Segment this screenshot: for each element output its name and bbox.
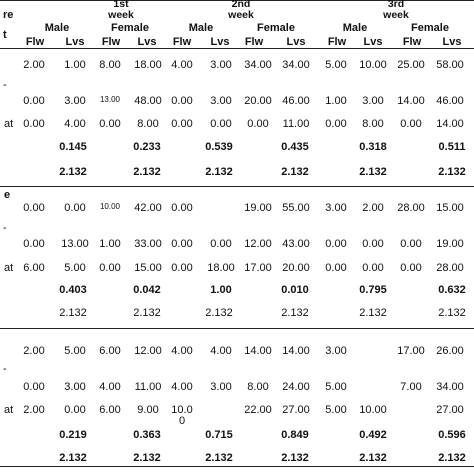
table-cell: 0.00 <box>171 202 193 214</box>
week-3-line2: week <box>383 9 409 21</box>
flw-header: Flw <box>402 36 422 48</box>
critical-value: 2.132 <box>59 307 87 319</box>
table-cell: 4.00 <box>171 345 193 357</box>
table-cell: 5.00 <box>325 381 347 393</box>
table-cell: 1.00 <box>64 59 86 71</box>
table-cell: 0.00 <box>171 262 193 274</box>
table-cell: 11.00 <box>282 118 310 130</box>
lvs-header: Lvs <box>65 36 85 48</box>
critical-value: 2.132 <box>359 307 387 319</box>
female-header-week-1: Female <box>111 22 149 34</box>
week-1-line1: 1st <box>113 0 129 10</box>
table-cell: 3.00 <box>362 95 384 107</box>
table-cell: 14.00 <box>397 95 425 107</box>
table-cell: 9.00 <box>137 404 159 416</box>
table-cell: 25.00 <box>397 59 425 71</box>
p-value: 0.042 <box>133 284 161 296</box>
table-cell: 6.00 <box>99 345 121 357</box>
table-cell: 0.00 <box>400 118 422 130</box>
table-cell: 55.00 <box>282 202 310 214</box>
lvs-header: Lvs <box>137 36 157 48</box>
table-cell: 33.00 <box>134 238 162 250</box>
table-cell: 24.00 <box>282 381 310 393</box>
table-cell: 14.00 <box>244 345 272 357</box>
table-cell: 1.00 <box>99 238 121 250</box>
p-value: 0.403 <box>59 284 87 296</box>
table-cell: 1.00 <box>325 95 347 107</box>
critical-value: 2.132 <box>359 166 387 178</box>
row-header-label: re <box>3 9 14 21</box>
table-cell: 0.00 <box>325 118 347 130</box>
table-cell: 34.00 <box>282 59 310 71</box>
critical-value: 2.132 <box>281 452 309 464</box>
table-cell: 0 <box>178 415 186 427</box>
p-value: 0.795 <box>359 284 387 296</box>
male-header-week-3: Male <box>342 22 368 34</box>
table-cell: 3.00 <box>325 345 347 357</box>
critical-value: 2.132 <box>438 307 466 319</box>
table-cell: 0.00 <box>325 262 347 274</box>
table-cell: 0.00 <box>99 118 121 130</box>
table-cell: 0.00 <box>210 238 232 250</box>
table-cell: 8.00 <box>362 118 384 130</box>
critical-value: 2.132 <box>438 452 466 464</box>
week-1-line2: week <box>108 9 134 21</box>
p-value: 0.435 <box>281 141 309 153</box>
flw-header: Flw <box>25 36 45 48</box>
table-cell: 4.00 <box>99 381 121 393</box>
section-1-bottom-rule <box>0 186 474 187</box>
table-cell: 0.00 <box>171 95 193 107</box>
table-cell: 0.00 <box>362 262 384 274</box>
row-label: at <box>4 262 14 274</box>
table-cell: 28.00 <box>436 262 464 274</box>
lvs-header: Lvs <box>210 36 230 48</box>
table-cell: 46.00 <box>436 95 464 107</box>
critical-value: 2.132 <box>133 452 161 464</box>
table-cell: 20.00 <box>282 262 310 274</box>
p-value: 0.318 <box>359 141 387 153</box>
p-value: 0.233 <box>133 141 161 153</box>
table-cell: 13.00 <box>61 238 89 250</box>
table-cell: 15.00 <box>134 262 162 274</box>
female-header-week-3: Female <box>411 22 449 34</box>
table-cell: 5.00 <box>325 404 347 416</box>
female-header-week-2: Female <box>257 22 295 34</box>
table-cell: 5.00 <box>325 59 347 71</box>
table-cell: 0.00 <box>362 238 384 250</box>
male-header-week-1: Male <box>44 22 70 34</box>
p-value: 0.511 <box>438 141 466 153</box>
table-cell: 0.00 <box>210 118 232 130</box>
table-cell: 8.00 <box>99 59 121 71</box>
flw-header: Flw <box>244 36 264 48</box>
p-value: 1.00 <box>210 284 232 296</box>
table-cell: 0.00 <box>23 118 45 130</box>
p-value: 0.219 <box>59 429 87 441</box>
table-cell: 4.00 <box>171 59 193 71</box>
table-cell: 17.00 <box>244 262 272 274</box>
critical-value: 2.132 <box>281 166 309 178</box>
table-cell: 27.00 <box>282 404 310 416</box>
table-cell: 10.00 <box>99 202 121 211</box>
table-cell: 10.0 <box>171 404 193 416</box>
table-cell: 15.00 <box>436 202 464 214</box>
table-cell: 3.00 <box>64 381 86 393</box>
table-cell: 0.00 <box>247 118 269 130</box>
table-cell: 0.00 <box>99 262 121 274</box>
section-label: e <box>4 189 11 201</box>
male-header-week-2: Male <box>188 22 214 34</box>
table-cell: 18.00 <box>207 262 235 274</box>
critical-value: 2.132 <box>133 166 161 178</box>
table-cell: 34.00 <box>244 59 272 71</box>
table-cell: 3.00 <box>210 59 232 71</box>
table-bottom-rule <box>0 466 474 467</box>
p-value: 0.539 <box>205 141 233 153</box>
critical-value: 2.132 <box>205 166 233 178</box>
table-cell: 0.00 <box>64 202 86 214</box>
table-cell: 0.00 <box>64 404 86 416</box>
table-cell: 6.00 <box>23 262 45 274</box>
table-cell: 11.00 <box>134 381 162 393</box>
table-cell: 2.00 <box>362 202 384 214</box>
table-cell: 17.00 <box>397 345 425 357</box>
table-cell: 0.00 <box>400 262 422 274</box>
table-cell: 14.00 <box>436 118 464 130</box>
table-cell: 13.00 <box>99 95 121 104</box>
flw-header: Flw <box>327 36 347 48</box>
flw-header: Flw <box>101 36 121 48</box>
table-cell: 3.00 <box>210 95 232 107</box>
table-cell: 28.00 <box>397 202 425 214</box>
critical-value: 2.132 <box>205 307 233 319</box>
section-2-bottom-rule <box>0 328 474 329</box>
p-value: 0.596 <box>438 429 466 441</box>
table-cell: 20.00 <box>244 95 272 107</box>
table-cell: 6.00 <box>99 404 121 416</box>
table-cell: 0.00 <box>23 202 45 214</box>
table-cell: 0.00 <box>23 381 45 393</box>
table-cell: 0.00 <box>171 118 193 130</box>
table-cell: 5.00 <box>64 262 86 274</box>
table-cell: 12.00 <box>134 345 162 357</box>
row-label: - <box>3 222 7 234</box>
table-cell: 34.00 <box>436 381 464 393</box>
table-cell: 8.00 <box>137 118 159 130</box>
table-cell: 58.00 <box>436 59 464 71</box>
table-cell: 0.00 <box>23 95 45 107</box>
table-cell: 3.00 <box>210 381 232 393</box>
table-cell: 3.00 <box>64 95 86 107</box>
p-value: 0.145 <box>59 141 87 153</box>
table-cell: 19.00 <box>436 238 464 250</box>
table-cell: 0.00 <box>325 238 347 250</box>
critical-value: 2.132 <box>438 166 466 178</box>
table-cell: 0.00 <box>400 238 422 250</box>
p-value: 0.492 <box>359 429 387 441</box>
table-cell: 27.00 <box>436 404 464 416</box>
p-value: 0.010 <box>281 284 309 296</box>
table-cell: 12.00 <box>244 238 272 250</box>
row-label: at <box>4 118 14 130</box>
table-cell: 48.00 <box>134 95 162 107</box>
row-header-label-2: t <box>3 29 7 41</box>
table-cell: 18.00 <box>134 59 162 71</box>
table-cell: 19.00 <box>244 202 272 214</box>
row-label: at <box>4 404 14 416</box>
week-3-line1: 3rd <box>387 0 405 10</box>
p-value: 0.849 <box>281 429 309 441</box>
critical-value: 2.132 <box>59 166 87 178</box>
week-2-line2: week <box>228 9 254 21</box>
table-cell: 42.00 <box>134 202 162 214</box>
header-bottom-rule <box>0 48 474 49</box>
flw-header: Flw <box>172 36 192 48</box>
table-cell: 22.00 <box>244 404 272 416</box>
table-cell: 2.00 <box>23 59 45 71</box>
week-2-line1: 2nd <box>231 0 251 10</box>
critical-value: 2.132 <box>59 452 87 464</box>
table-cell: 10.00 <box>359 404 387 416</box>
lvs-header: Lvs <box>286 36 306 48</box>
table-cell: 2.00 <box>23 404 45 416</box>
table-cell: 46.00 <box>282 95 310 107</box>
critical-value: 2.132 <box>133 307 161 319</box>
table-cell: 10.00 <box>359 59 387 71</box>
p-value: 0.363 <box>133 429 161 441</box>
table-cell: 7.00 <box>400 381 422 393</box>
table-cell: 4.00 <box>210 345 232 357</box>
lvs-header: Lvs <box>442 36 462 48</box>
critical-value: 2.132 <box>359 452 387 464</box>
table-cell: 14.00 <box>282 345 310 357</box>
table-cell: 3.00 <box>325 202 347 214</box>
table-cell: 0.00 <box>171 238 193 250</box>
critical-value: 2.132 <box>281 307 309 319</box>
table-cell: 2.00 <box>23 345 45 357</box>
table-cell: 4.00 <box>171 381 193 393</box>
p-value: 0.715 <box>205 429 233 441</box>
critical-value: 2.132 <box>205 452 233 464</box>
p-value: 0.632 <box>438 284 466 296</box>
row-label: - <box>3 363 7 375</box>
table-cell: 43.00 <box>282 238 310 250</box>
row-label: - <box>3 79 7 91</box>
table-cell: 26.00 <box>436 345 464 357</box>
table-cell: 0.00 <box>23 238 45 250</box>
table-cell: 4.00 <box>64 118 86 130</box>
table-cell: 8.00 <box>247 381 269 393</box>
table-cell: 5.00 <box>64 345 86 357</box>
lvs-header: Lvs <box>363 36 383 48</box>
